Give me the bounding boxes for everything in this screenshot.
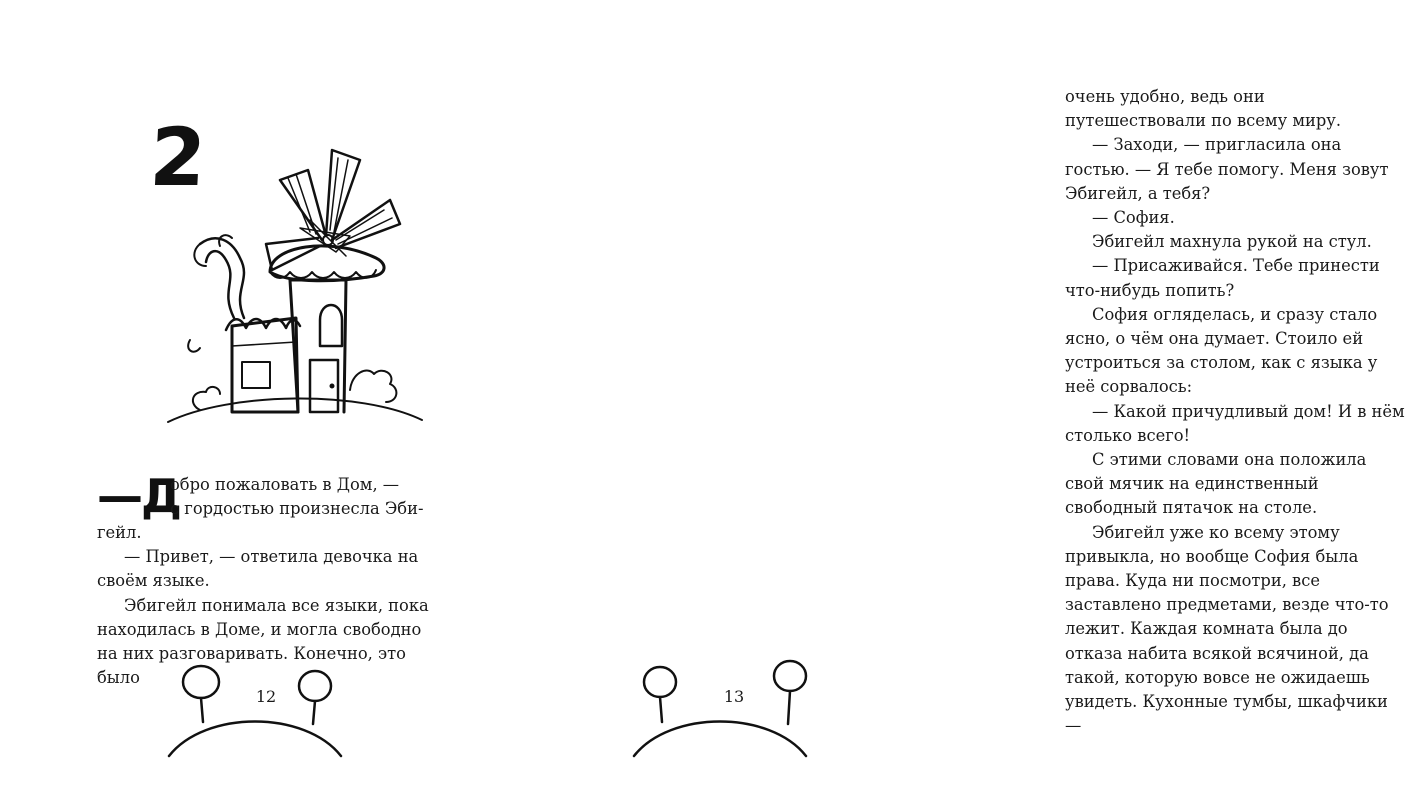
paragraph: — София. bbox=[1092, 208, 1175, 228]
folio-trees-decoration bbox=[630, 660, 810, 760]
dropcap-lines bbox=[170, 473, 437, 521]
paragraph: Эбигейл понимала все языки, пока находилась в Доме, и могла свободно на них разговаривать. Конечно, это было bbox=[97, 595, 429, 688]
paragraph: очень удобно, ведь они путешествовали по всему миру. bbox=[1065, 87, 1342, 131]
left-body-text bbox=[97, 469, 437, 690]
paragraph: Эбигейл уже ко всему этому привыкла, но вообще София была права. Куда ни посмотри, все заставлено предметами, везде что-то лежит. Каждая комната была до отказа набита всякой всячиной, да такой, которую вовсе не ожидаешь увидеть. Кухонные тумбы, шкафчики — bbox=[1065, 522, 1389, 736]
paragraph: гейл. bbox=[97, 523, 142, 542]
dropcap-block bbox=[97, 469, 437, 523]
page-number: 13 bbox=[723, 687, 745, 706]
page-number: 12 bbox=[255, 687, 277, 706]
paragraph: — Присаживайся. Тебе принести что-нибудь попить? bbox=[1065, 256, 1380, 300]
dropcap: —Д bbox=[97, 469, 180, 523]
paragraph: — Какой причудливый дом! И в нём столько всего! bbox=[1065, 401, 1405, 445]
paragraph: — Привет, — ответила девочка на своём языке. bbox=[97, 547, 419, 591]
right-body-text bbox=[1065, 85, 1405, 738]
dropcap-line: обро пожаловать в Дом, — bbox=[170, 475, 400, 494]
paragraph: София огляделась, и сразу стало ясно, о чём она думает. Стоило ей устроиться за столом, как с языка у неё сорвалось: bbox=[1065, 304, 1378, 397]
paragraph: Эбигейл махнула рукой на стул. bbox=[1092, 232, 1372, 252]
left-page bbox=[0, 0, 500, 808]
chapter-number: 2 bbox=[147, 111, 209, 204]
dropcap-line: с гордостью произнесла Эби- bbox=[170, 499, 424, 519]
house-windmill-illustration bbox=[160, 140, 430, 430]
paragraph: — Заходи, — пригласила она гостью. — Я тебе помогу. Меня зовут Эбигейл, а тебя? bbox=[1065, 135, 1389, 203]
folio-trees-decoration bbox=[165, 660, 345, 760]
paragraph: С этими словами она положила свой мячик на единственный свободный пятачок на столе. bbox=[1065, 450, 1367, 518]
